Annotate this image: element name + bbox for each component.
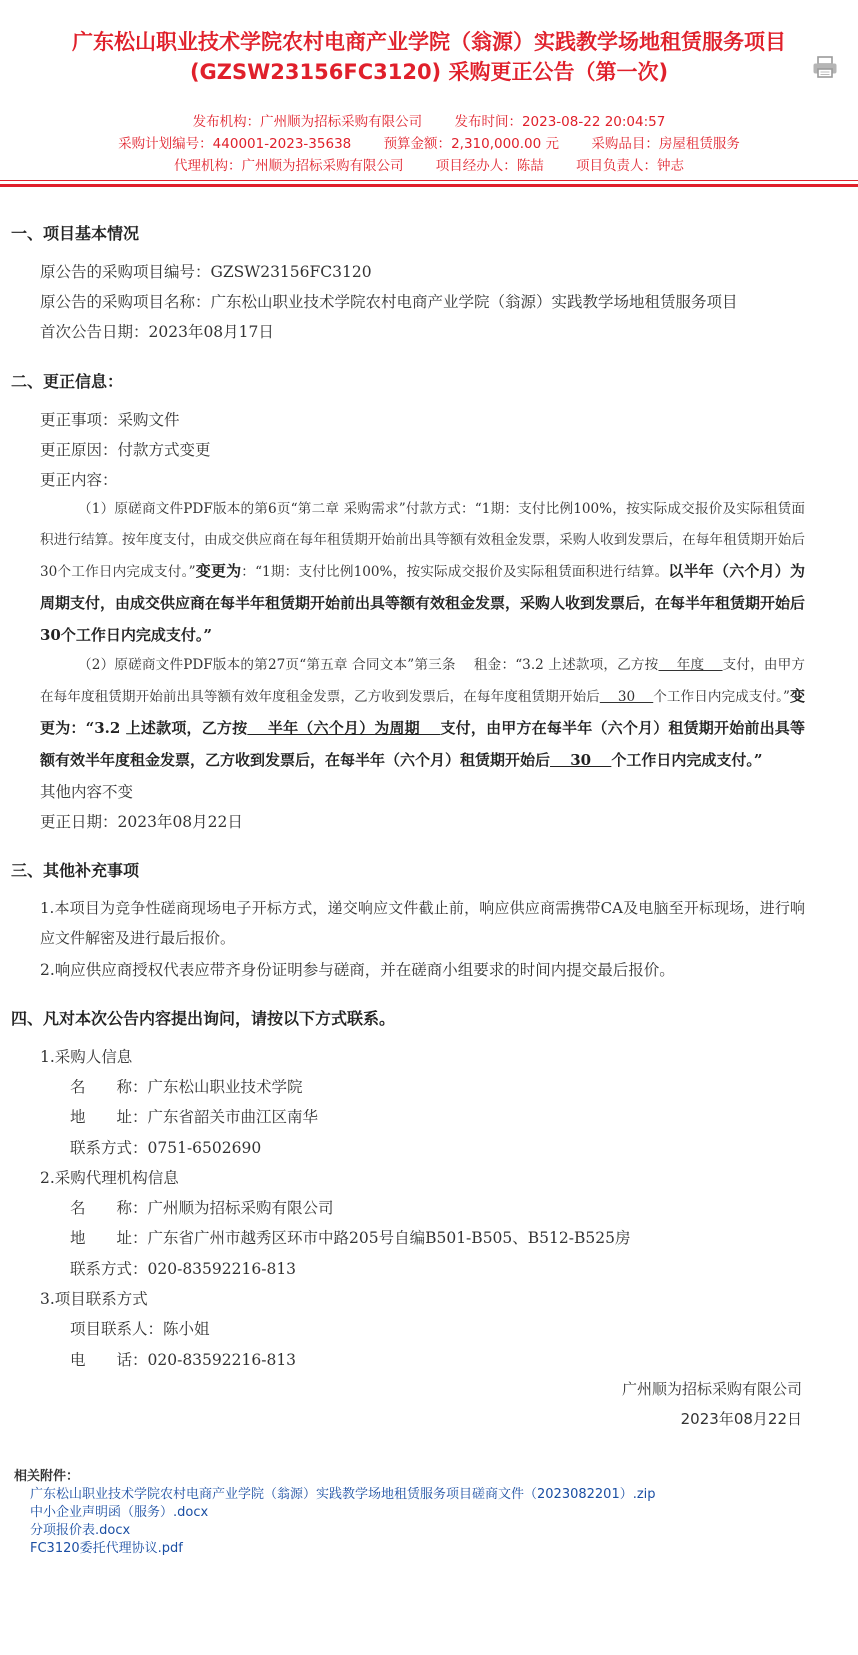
title-line-2: (GZSW23156FC3120) 采购更正公告（第一次) xyxy=(189,60,669,84)
project-contact-phone: 电 话：020-83592216-813 xyxy=(70,1351,297,1369)
buyer-info-heading: 1.采购人信息 xyxy=(40,1048,133,1066)
section-4-title: 四、凡对本次公告内容提出询问，请按以下方式联系。 xyxy=(11,1009,396,1028)
agent-info-heading: 2.采购代理机构信息 xyxy=(40,1169,179,1187)
item-value: 房屋租赁服务 xyxy=(658,136,740,152)
plan-label: 采购计划编号： xyxy=(118,136,213,152)
budget-value: 2,310,000.00 元 xyxy=(451,136,560,152)
supplement-item-1: 1.本项目为竞争性磋商现场电子开标方式，递交响应文件截止前，响应供应商需携带CA及电脑至开标现场，进行响应文件解密及进行最后报价。 xyxy=(40,899,805,947)
meta-info xyxy=(0,111,858,177)
p1-change-label: 变更为 xyxy=(195,562,242,580)
signature-company: 广州顺为招标采购有限公司 xyxy=(621,1380,802,1398)
project-contact-person: 项目联系人：陈小姐 xyxy=(70,1320,210,1338)
correction-content-label: 更正内容： xyxy=(40,471,118,489)
agent-value: 广州顺为招标采购有限公司 xyxy=(241,158,404,174)
owner-value: 钟志 xyxy=(657,158,685,174)
supplement-item-2: 2.响应供应商授权代表应带齐身份证明参与磋商，并在磋商小组要求的时间内提交最后报价。 xyxy=(40,961,675,979)
meta-row-1 xyxy=(0,111,858,133)
meta-row-3 xyxy=(0,155,858,177)
first-announce-date: 首次公告日期：2023年08月17日 xyxy=(40,323,274,341)
p2-new-b: 支付，由甲方在每半年（六个月）租赁期开始前出具等额有效半年度租金发票，乙方收到发票后，在每半年（六个月）租赁期开始后 xyxy=(40,719,805,769)
p2-new-a: ：“3.2 上述款项，乙方按 xyxy=(70,719,248,737)
title-line-1: 广东松山职业技术学院农村电商产业学院（翁源）实践教学场地租赁服务项目 xyxy=(72,30,786,54)
p1-original: （1）原磋商文件PDF版本的第6页“第二章 采购需求”付款方式：“1期：支付比例100%，按实际成交报价及实际租赁面积进行结算。按年度支付，由成交供应商在每年租赁期开始前出具等额有效租金发票，采购人收到发票后，在每年租赁期开始后30个工作日内完成支付。” xyxy=(40,501,805,580)
attachment-link[interactable]: 广东松山职业技术学院农村电商产业学院（翁源）实践教学场地租赁服务项目磋商文件（2023082201）.zip xyxy=(30,1487,656,1502)
p2-new-c: 个工作日内完成支付。” xyxy=(611,751,763,769)
attachment-link[interactable]: FC3120委托代理协议.pdf xyxy=(30,1541,183,1556)
other-unchanged: 其他内容不变 xyxy=(40,783,134,801)
handler-label: 项目经办人： xyxy=(435,158,517,174)
handler-value: 陈喆 xyxy=(516,158,544,174)
p2-change-label: 变更为 xyxy=(40,687,805,737)
meta-row-2 xyxy=(0,133,858,155)
buyer-contact: 联系方式：0751-6502690 xyxy=(70,1139,262,1157)
original-project-code: 原公告的采购项目编号：GZSW23156FC3120 xyxy=(40,263,372,281)
section-3-title: 三、其他补充事项 xyxy=(11,861,140,880)
p1-new-b: 以半年（六个月）为周期支付，由成交供应商在每半年租赁期开始前出具等额有效租金发票，采购人收到发票后，在每半年租赁期开始后30个工作日内完成支付。” xyxy=(40,562,806,644)
agent-contact: 联系方式：020-83592216-813 xyxy=(70,1260,297,1278)
p2-blank-4: 30 xyxy=(550,751,612,769)
section-1-title: 一、项目基本情况 xyxy=(11,224,140,243)
p2-blank-1: 年度 xyxy=(658,657,723,673)
p2-blank-2: 30 xyxy=(599,689,654,705)
section-2-title: 二、更正信息： xyxy=(11,372,124,391)
buyer-name: 名 称：广东松山职业技术学院 xyxy=(70,1078,303,1096)
header-divider-thin xyxy=(0,180,858,181)
agent-label: 代理机构： xyxy=(173,158,242,174)
correction-paragraph-1 xyxy=(40,494,805,652)
original-project-name: 原公告的采购项目名称：广东松山职业技术学院农村电商产业学院（翁源）实践教学场地租赁服务项目 xyxy=(40,293,738,311)
agent-name: 名 称：广州顺为招标采购有限公司 xyxy=(70,1199,334,1217)
announcement-header xyxy=(0,0,858,177)
correction-reason: 更正原因：付款方式变更 xyxy=(40,441,211,459)
p2-original-c: 个工作日内完成支付。” xyxy=(653,689,790,705)
correction-paragraph-2 xyxy=(40,650,805,777)
item-label: 采购品目： xyxy=(591,136,659,152)
plan-value: 440001-2023-35638 xyxy=(212,136,352,152)
signature-date: 2023年08月22日 xyxy=(680,1410,802,1428)
agent-address: 地 址：广东省广州市越秀区环市中路205号自编B501-B505、B512-B525房 xyxy=(70,1229,631,1247)
header-divider-thick xyxy=(0,184,858,187)
budget-label: 预算金额： xyxy=(383,136,452,152)
attachments-label: 相关附件： xyxy=(14,1469,80,1484)
p2-original-a: （2）原磋商文件PDF版本的第27页“第五章 合同文本”第三条 租金：“3.2 上述款项，乙方按 xyxy=(78,657,659,673)
publisher-label: 发布机构： xyxy=(192,114,261,130)
time-value: 2023-08-22 20:04:57 xyxy=(521,114,666,130)
attachment-link[interactable]: 分项报价表.docx xyxy=(30,1523,131,1538)
project-contact-heading: 3.项目联系方式 xyxy=(40,1290,148,1308)
owner-label: 项目负责人： xyxy=(576,158,658,174)
p2-original-b: 支付，由甲方在每年度租赁期开始前出具等额有效年度租金发票，乙方收到发票后，在每年度租赁期开始后 xyxy=(40,657,805,705)
buyer-address: 地 址：广东省韶关市曲江区南华 xyxy=(70,1108,319,1126)
publisher-value: 广州顺为招标采购有限公司 xyxy=(260,114,423,130)
page-title xyxy=(70,0,788,87)
attachment-link[interactable]: 中小企业声明函（服务）.docx xyxy=(30,1505,209,1520)
printer-icon[interactable] xyxy=(812,55,838,79)
p1-new-a: ：“1期：支付比例100%，按实际成交报价及实际租赁面积进行结算。 xyxy=(241,564,669,580)
correction-item: 更正事项：采购文件 xyxy=(40,411,180,429)
time-label: 发布时间： xyxy=(454,114,522,130)
correction-date: 更正日期：2023年08月22日 xyxy=(40,813,243,831)
p2-blank-3: 半年（六个月）为周期 xyxy=(247,719,441,737)
